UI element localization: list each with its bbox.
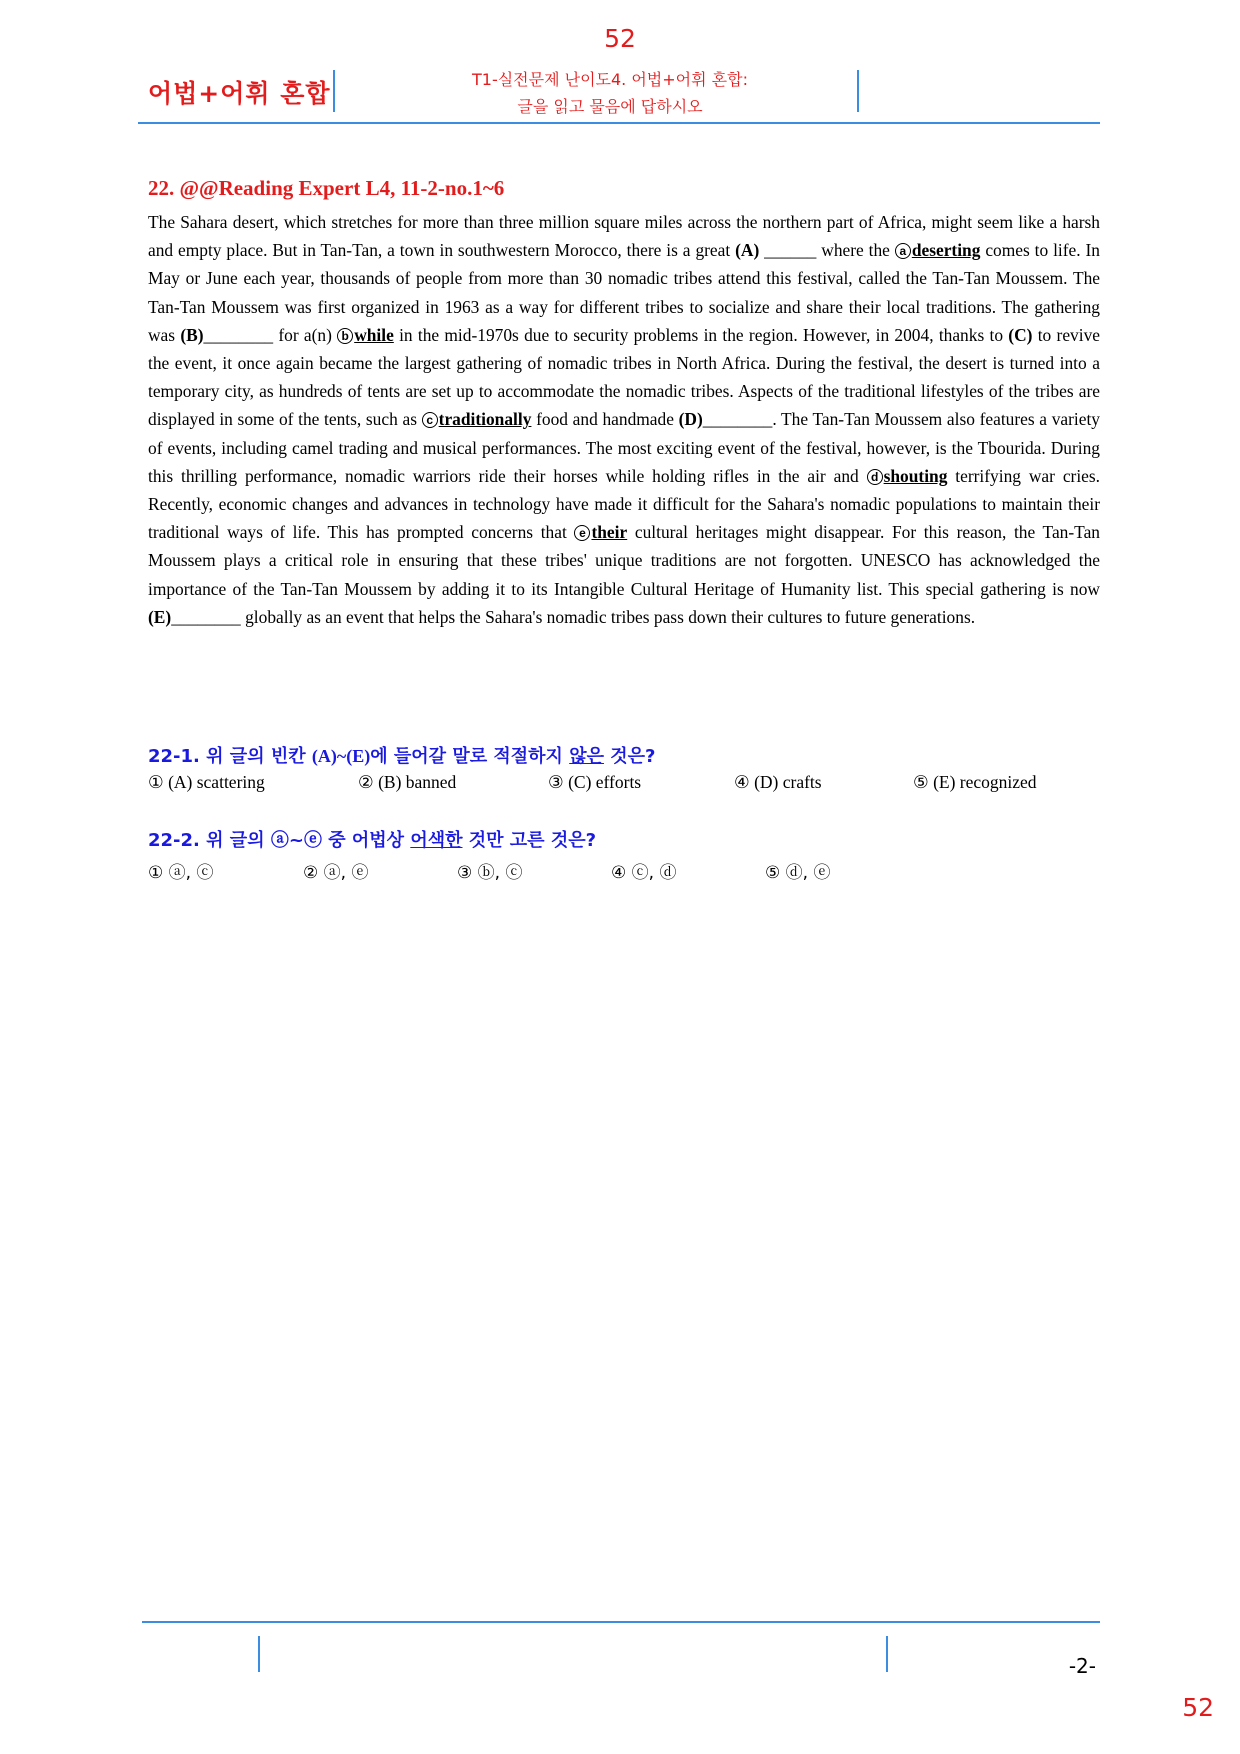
- section-title: 어법+어휘 혼합: [148, 79, 331, 108]
- passage-text: to revive the event, it once again became the largest gathering of nomadic tribes in North Africa. During the festival, the desert is turned into a temporary city, as hundreds of tents are set up to accommodate the nomadic tribes. Aspects of the traditional lifestyles of the tribes are displayed in some of the tents, such as: [148, 324, 1100, 430]
- header-divider-left: [333, 70, 335, 112]
- option-3[interactable]: ③ ⓑ, ⓒ: [457, 863, 523, 883]
- underlined-word-a: deserting: [911, 240, 981, 261]
- footer-rule: [142, 1621, 1100, 1623]
- subquestion-2-emphasis: 어색한: [410, 830, 463, 851]
- marker-b: b: [337, 328, 353, 344]
- blank-b-label: (B): [180, 324, 204, 345]
- header-subtitle: [360, 66, 860, 120]
- underlined-word-b: while: [354, 324, 394, 345]
- marker-a: a: [895, 243, 911, 259]
- passage-text: comes to life. In May or June each year, thousands of people from more than 30 nomadic tribes attend this festival, called the Tan-Tan Moussem. The Tan-Tan Moussem was first organized in 1963 as a way for different tribes to socialize and share their local traditions. The gathering was: [148, 240, 1101, 345]
- passage-text: terrifying war cries. Recently, economic changes and advances in technology have made it difficult for the Sahara's nomadic populations to maintain their traditional ways of life. This has prompted concerns that: [148, 465, 1100, 543]
- passage-text: food and handmade: [531, 409, 679, 430]
- option-1[interactable]: ① ⓐ, ⓒ: [148, 863, 214, 883]
- option-1[interactable]: ① (A) scattering: [148, 772, 265, 792]
- subquestion-2-prefix: 22-2. 위 글의: [148, 830, 271, 851]
- marker-e: e: [574, 525, 590, 541]
- header-subtitle-line1: T1-실전문제 난이도4. 어법+어휘 혼합:: [472, 70, 748, 89]
- passage-text: ______ where the: [759, 240, 895, 261]
- option-3[interactable]: ③ (C) efforts: [548, 772, 642, 792]
- option-2[interactable]: ② ⓐ, ⓔ: [303, 863, 369, 883]
- blank-d-label: (D): [678, 409, 703, 430]
- footer-divider-right: [886, 1636, 888, 1672]
- marker-c: c: [422, 412, 438, 428]
- underlined-word-e: their: [591, 522, 628, 543]
- option-2[interactable]: ② (B) banned: [358, 772, 457, 792]
- subquestion-1-middle: 에 들어갈 말로 적절하지: [370, 746, 570, 767]
- subquestion-1-prompt: [148, 742, 655, 768]
- footer-divider-left: [258, 1636, 260, 1672]
- subquestion-2-suffix: 것만 고른 것은?: [462, 830, 597, 851]
- header-subtitle-line2: 글을 읽고 물음에 답하시오: [517, 97, 703, 116]
- subquestion-2-prompt: [148, 826, 596, 852]
- subquestion-1-range: (A)~(E): [311, 746, 371, 766]
- option-4[interactable]: ④ ⓒ, ⓓ: [611, 863, 677, 883]
- passage-text: ________ globally as an event that helps the Sahara's nomadic tribes pass down their cultures to future generations.: [171, 606, 976, 627]
- passage-text: The Sahara desert, which stretches for more than three million square miles across the northern part of Africa, might seem like a harsh and empty place. But in Tan-Tan, a town in southwestern Morocco, there is a great: [148, 212, 1100, 261]
- subquestion-1-suffix: 것은?: [603, 746, 656, 767]
- header-rule: [138, 122, 1100, 124]
- subquestion-2-middle: 중 어법상: [321, 830, 411, 851]
- footer-page-label: -2-: [1068, 1654, 1096, 1678]
- option-5[interactable]: ⑤ ⓓ, ⓔ: [765, 863, 831, 883]
- reading-passage: [148, 208, 1100, 631]
- passage-text: ________ for a(n): [203, 324, 338, 345]
- option-4[interactable]: ④ (D) crafts: [734, 772, 822, 792]
- passage-text: ________. The Tan-Tan Moussem also features a variety of events, including camel trading and musical performances. The most exciting event of the festival, however, is the Tbourida. During this thrilling performance, nomadic warriors ride their horses while holding rifles in the air and: [148, 409, 1100, 486]
- corner-page-number: 52: [1182, 1693, 1214, 1722]
- question-title: 22. @@Reading Expert L4, 11-2-no.1~6: [148, 176, 505, 200]
- subquestion-1-prefix: 22-1. 위 글의 빈칸: [148, 746, 312, 767]
- marker-d: d: [867, 469, 883, 485]
- option-5[interactable]: ⑤ (E) recognized: [913, 772, 1037, 792]
- passage-text: in the mid-1970s due to security problems in the region. However, in 2004, thanks to: [393, 324, 1009, 345]
- underlined-word-d: shouting: [883, 465, 948, 486]
- subquestion-1-emphasis: 않은: [569, 746, 604, 767]
- passage-text: cultural heritages might disappear. For this reason, the Tan-Tan Moussem plays a critical role in ensuring that these tribes' unique traditions are not forgotten. UNESCO has acknowledged the importance of the Tan-Tan Moussem by adding it to its Intangible Cultural Heritage of Humanity list. This special gathering is now: [148, 522, 1100, 599]
- underlined-word-c: traditionally: [438, 409, 532, 430]
- blank-a-label: (A): [735, 240, 760, 261]
- subquestion-2-range: ⓐ~ⓔ: [270, 830, 322, 851]
- blank-e-label: (E): [148, 606, 172, 627]
- page-number: 52: [604, 24, 636, 53]
- blank-c-label: (C): [1008, 324, 1033, 345]
- header-divider-right: [857, 70, 859, 112]
